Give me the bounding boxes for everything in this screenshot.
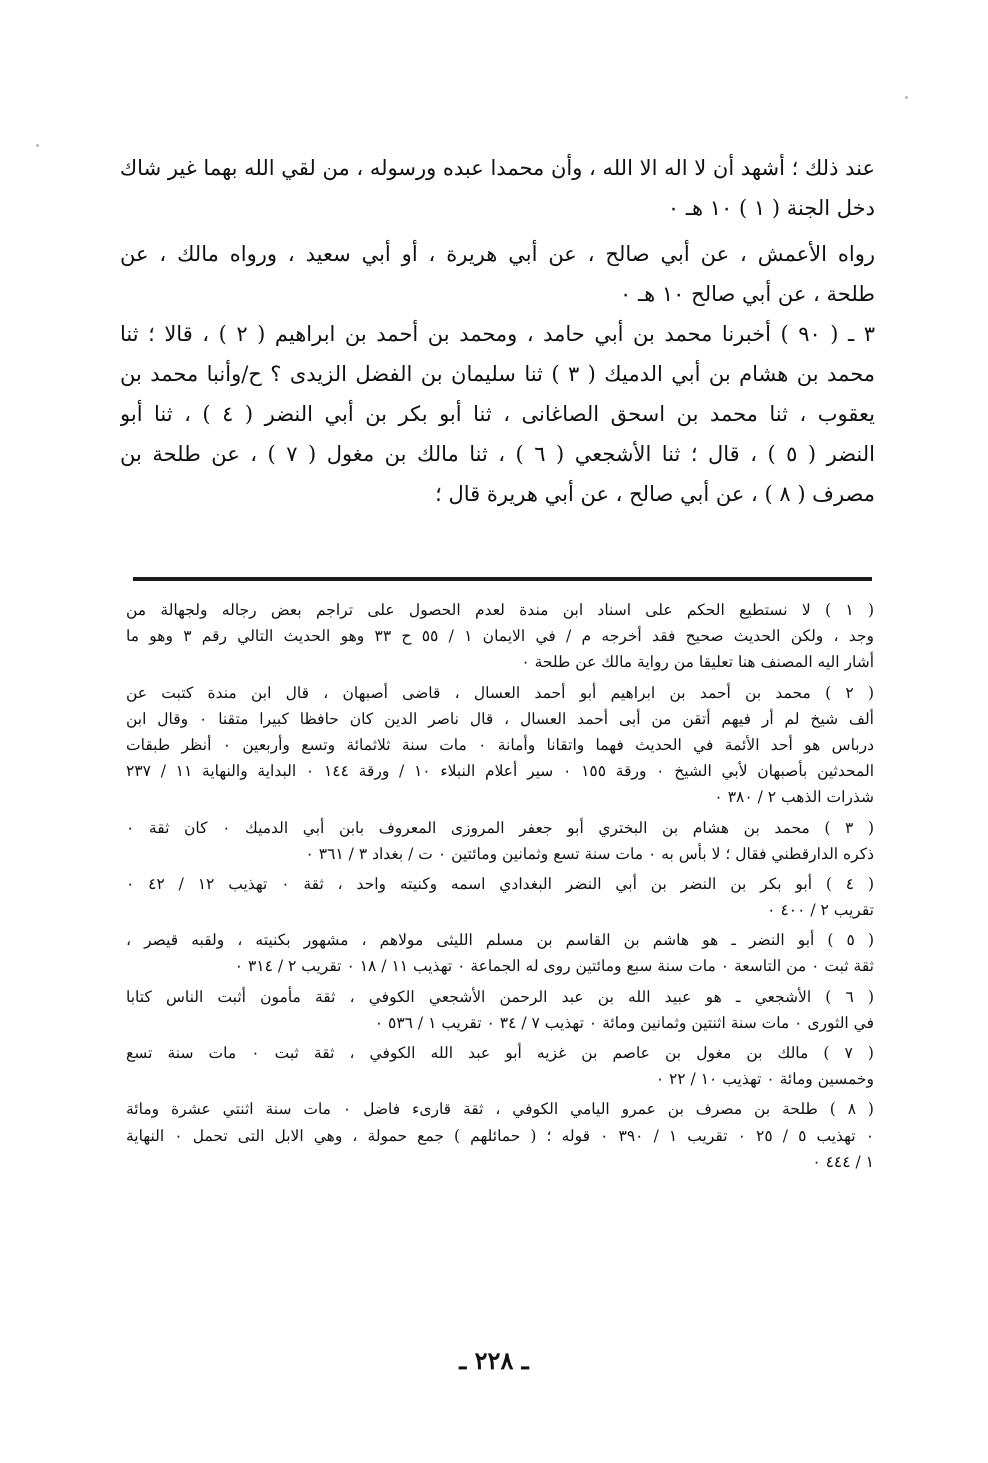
main-text-line: يعقوب ، ثنا محمد بن اسحق الصاغانى ، ثنا أبو بكر بن أبي النضر ( ٤ ) ، ثنا أبو: [120, 402, 875, 426]
scan-speck: [905, 96, 908, 99]
footnote-line: ( ٤ ) أبو بكر بن النضر بن أبي النضر البغدادي اسمه وكنيته واحد ، ثقة ٠ تهذيب ١٢ / ٤٢ ٠: [126, 874, 874, 893]
main-text-line: ٣ ـ ( ٩٠ ) أخبرنا محمد بن أبي حامد ، ومحمد بن أحمد بن ابراهيم ( ٢ ) ، قالا ؛ ثنا: [120, 322, 875, 346]
footnote-line: ( ٨ ) طلحة بن مصرف بن عمرو اليامي الكوفي ، ثقة قارىء فاضل ٠ مات سنة اثنتي عشرة ومائة: [126, 1100, 874, 1119]
footnote-line: ( ٣ ) محمد بن هشام بن البختري أبو جعفر المروزى المعروف بابن أبي الدميك ٠ كان ثقة ٠: [126, 818, 874, 837]
main-text-line: النضر ( ٥ ) ، قال ؛ ثنا الأشجعي ( ٦ ) ، ثنا مالك بن مغول ( ٧ ) ، عن طلحة بن: [120, 442, 875, 466]
footnote-line: ( ٢ ) محمد بن أحمد بن ابراهيم أبو أحمد العسال ، قاضى أصبهان ، قال ابن مندة كتبت عن: [126, 683, 874, 702]
footnote-line: أشار اليه المصنف هنا تعليقا من رواية مالك عن طلحة ٠: [521, 653, 874, 672]
footnote-line: ( ١ ) لا نستطيع الحكم على اسناد ابن مندة لعدم الحصول على تراجم بعض رجاله ولجهالة من: [126, 601, 874, 619]
footnote-4: [126, 871, 874, 923]
footnote-line: ٠ تهذيب ٥ / ٢٥ ٠ تقريب ١ / ٣٩٠ ٠ قوله ؛ ( حمائلهم ) جمع حمولة ، وهي الابل التى تحمل ٠ النهاية: [126, 1126, 874, 1145]
page-number: ـ ٢٢٨ ـ: [459, 1346, 529, 1375]
footnote-line: المحدثين بأصبهان لأبي الشيخ ٠ ورقة ١٥٥ ٠ سير أعلام النبلاء ١٠ / ورقة ١٤٤ ٠ البداية والنهاية ١١ / ٢٣٧: [126, 762, 874, 781]
main-text-line: مصرف ( ٨ ) ، عن أبي صالح ، عن أبي هريرة قال ؛: [435, 482, 875, 506]
main-text-line: محمد بن هشام بن أبي الدميك ( ٣ ) ثنا سليمان بن الفضل الزيدى ؟ ح/وأنبا محمد بن: [120, 362, 875, 386]
footnote-5: [126, 927, 874, 979]
footnote-line: درباس هو أحد الأئمة في الحديث فهما واتقانا وأمانة ٠ مات سنة ثلاثمائة وتسع وأربعين ٠ أنظر طبقات: [126, 735, 874, 754]
main-text-line: طلحة ، عن أبي صالح ١٠ هـ ٠: [620, 282, 875, 306]
footnote-line: ثقة ثبت ٠ من التاسعة ٠ مات سنة سبع ومائتين روى له الجماعة ٠ تهذيب ١١ / ١٨ ٠ تقريب ٢ / ٣١٤ ٠: [234, 957, 874, 976]
footnote-line: ( ٦ ) الأشجعي ـ هو عبيد الله بن عبد الرحمن الأشجعي الكوفي ، ثقة مأمون أثبت الناس كتابا: [126, 987, 874, 1006]
footnote-line: ( ٥ ) أبو النضر ـ هو هاشم بن القاسم بن مسلم الليثى مولاهم ، مشهور بكنيته ، ولقبه قيصر ،: [126, 931, 874, 950]
footnote-6: [126, 984, 874, 1036]
main-text-line: رواه الأعمش ، عن أبي صالح ، عن أبي هريرة ، أو أبي سعيد ، ورواه مالك ، عن: [120, 242, 875, 266]
main-text-line: عند ذلك ؛ أشهد أن لا اله الا الله ، وأن محمدا عبده ورسوله ، من لقي الله بهما غير شاك: [120, 156, 875, 180]
footnote-7: [126, 1040, 874, 1092]
main-text-block: [120, 148, 875, 514]
footnote-3: [126, 815, 874, 867]
footnote-line: في الثورى ٠ مات سنة اثنتين وثمانين ومائة ٠ تهذيب ٧ / ٣٤ ٠ تقريب ١ / ٥٣٦ ٠: [374, 1013, 874, 1032]
footnotes-block: [126, 597, 874, 1175]
footnote-line: ذكره الدارقطني فقال ؛ لا بأس به ٠ مات سنة تسع وثمانين ومائتين ٠ ت / بغداد ٣ / ٣٦١ ٠: [305, 844, 874, 863]
footnote-1: [126, 597, 874, 676]
footnote-line: تقريب ٢ / ٤٠٠ ٠: [767, 901, 874, 920]
scan-speck: [36, 144, 39, 147]
footnote-line: ١ / ٤٤٤ ٠: [812, 1152, 874, 1171]
footnote-line: ( ٧ ) مالك بن مغول بن عاصم بن غزيه أبو عبد الله الكوفي ، ثقة ثبت ٠ مات سنة تسع: [126, 1044, 874, 1062]
footnote-line: ألف شيخ لم أر فيهم أتقن من أبى أحمد العسال ، قال ناصر الدين كان حافظا كبيرا متقنا ٠ وقال ابن: [126, 709, 874, 728]
footnote-8: [126, 1096, 874, 1175]
footnote-line: شذرات الذهب ٢ / ٣٨٠ ٠: [714, 788, 874, 807]
footnote-2: [126, 680, 874, 811]
footnote-line: وجد ، ولكن الحديث صحيح فقد أخرجه م / في الايمان ١ / ٥٥ ح ٣٣ وهو الحديث التالي رقم ٣ وهو ما: [126, 627, 874, 646]
main-text-line: دخل الجنة ( ١ ) ١٠ هـ ٠: [667, 196, 875, 220]
footnote-line: وخمسين ومائة ٠ تهذيب ١٠ / ٢٢ ٠: [655, 1070, 874, 1089]
footnote-separator-rule: [133, 577, 872, 581]
